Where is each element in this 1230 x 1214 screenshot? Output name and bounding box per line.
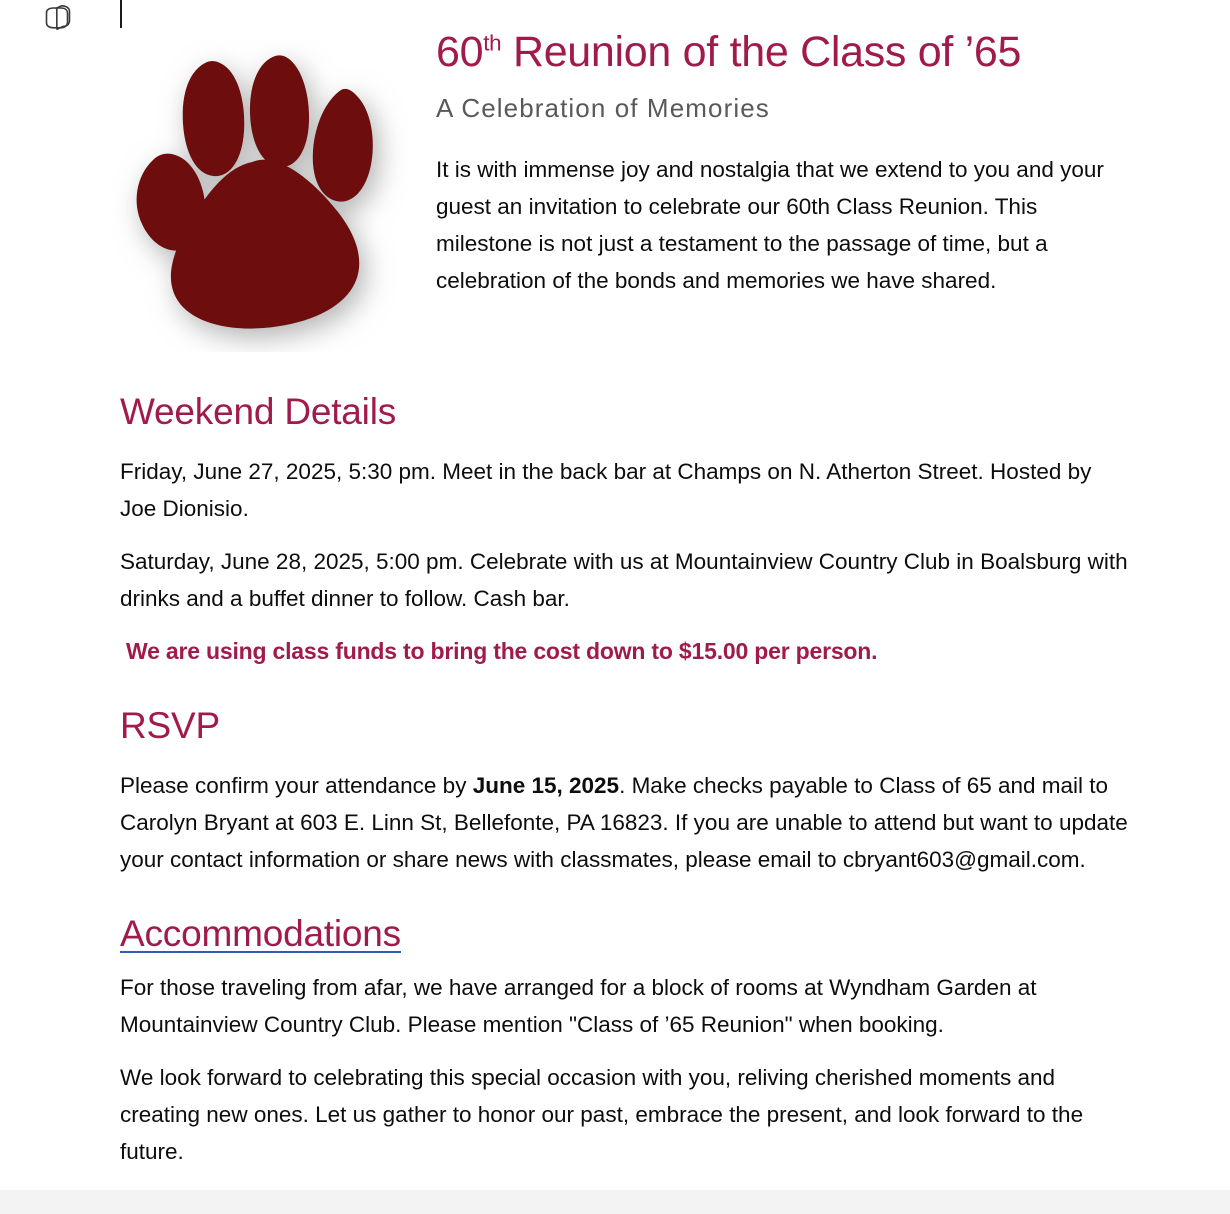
spacer — [120, 878, 1130, 910]
rsvp-deadline-date: June 15, 2025 — [472, 773, 620, 798]
paw-print-icon — [112, 40, 408, 352]
spacer — [120, 749, 1130, 767]
section-heading-accommodations-link[interactable]: Accommodations — [120, 913, 401, 954]
title-number: 60 — [436, 28, 484, 76]
rsvp-text-after-date: . Make checks payable to Class of 65 and mail to Carolyn Bryant at 603 E. Linn St, Bellefonte, PA 16823. If you are unable to attend but want to update your contact information or share news with classmates, please email to cbryant603@gmail.com. — [120, 773, 1128, 872]
spacer — [120, 957, 1130, 969]
title-ordinal-suffix: th — [483, 30, 502, 56]
rsvp-paragraph — [120, 767, 1130, 878]
spacer — [120, 617, 1130, 633]
body-column — [120, 388, 1130, 1170]
rsvp-text-before-date: Please confirm your attendance by — [120, 773, 473, 798]
weekend-friday-paragraph: Friday, June 27, 2025, 5:30 pm. Meet in the back bar at Champs on N. Atherton Street. Hosted by Joe Dionisio. — [120, 459, 1092, 521]
masthead-text — [436, 26, 1130, 299]
closing-paragraph: We look forward to celebrating this special occasion with you, reliving cherished moments and creating new ones. Let us gather to honor our past, embrace the present, and look forward to the future. — [120, 1065, 1084, 1164]
title-rest: Reunion of the Class of ’65 — [501, 28, 1022, 76]
masthead — [0, 26, 1230, 356]
spacer — [120, 435, 1130, 453]
spacer — [120, 1043, 1130, 1059]
intro-paragraph: It is with immense joy and nostalgia that we extend to you and your guest an invitation to celebrate our 60th Class Reunion. This milestone is not just a testament to the passage of time, but a celebration of the bonds and memories we have shared. — [436, 157, 1104, 293]
text-cursor — [120, 0, 122, 28]
page-subtitle: A Celebration of Memories — [436, 93, 770, 123]
section-heading-rsvp: RSVP — [120, 705, 220, 746]
cost-emphasis-note: We are using class funds to bring the cost down to $15.00 per person. — [126, 638, 878, 664]
spacer — [120, 527, 1130, 543]
accommodations-paragraph: For those traveling from afar, we have arranged for a block of rooms at Wyndham Garden at Mountainview Country Club. Please mention "Class of ’65 Reunion" when booking. — [120, 975, 1037, 1037]
spacer — [120, 670, 1130, 702]
section-heading-weekend-details: Weekend Details — [120, 391, 397, 432]
bottom-strip — [0, 1190, 1230, 1214]
weekend-saturday-paragraph: Saturday, June 28, 2025, 5:00 pm. Celebrate with us at Mountainview Country Club in Boalsburg with drinks and a buffet dinner to follow. Cash bar. — [120, 549, 1128, 611]
page-title — [436, 26, 1130, 78]
